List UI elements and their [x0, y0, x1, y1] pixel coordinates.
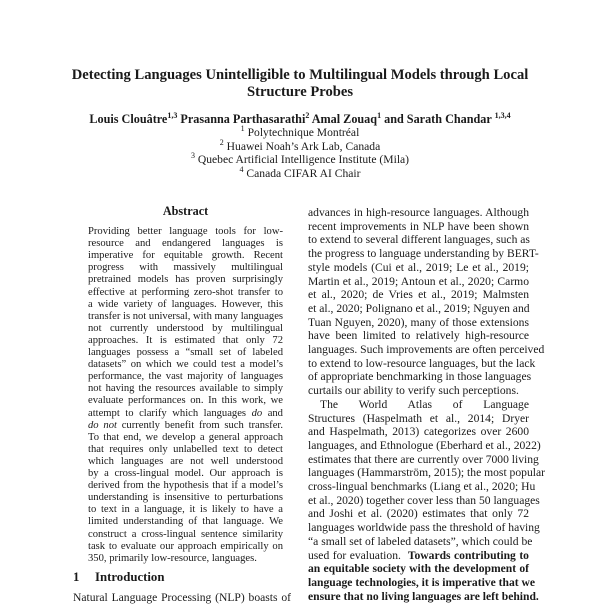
text-line: languages, and Ethnologue (Eberhard et al., 2022): [308, 438, 541, 452]
text-line: languages (Hammarström, 2015); the most popular: [308, 466, 545, 480]
text-line: task to evaluate our approach empirically on: [88, 540, 283, 552]
bold-text: Towards contributing to: [407, 548, 529, 562]
text-line: resource and endangered languages is: [88, 238, 283, 250]
text-line: recent improvements in NLP have been shown: [308, 219, 529, 233]
text-span: used for evaluation.: [308, 548, 408, 562]
text-line: Natural Language Processing (NLP) boasts of: [73, 591, 291, 604]
text-line: not having the resources available to simply: [88, 383, 283, 395]
affil-text: Polytechnique Montréal: [247, 126, 360, 139]
text-line: performance, the vast majority of languages: [88, 371, 283, 383]
text-line: The World Atlas of Language: [320, 397, 529, 411]
text-line: by a cross-lingual model. Our approach is: [88, 468, 283, 479]
text-line: transfer is not universal, with many languages: [88, 310, 284, 322]
text-line: of appropriate benchmarking in those languages: [308, 370, 532, 384]
affil-sup: 4: [239, 165, 244, 174]
author-name: Amal Zouaq: [311, 112, 378, 126]
text-line: [88, 408, 283, 420]
text-line: [308, 549, 529, 563]
text-line: and Joshi et al. (2020) estimates that only 72: [308, 507, 529, 521]
author-name: Prasanna Parthasarathi: [180, 112, 306, 126]
affil-sup: 2: [219, 138, 224, 147]
text-line: Tuan Nguyen, 2020), many of those extensions: [308, 315, 529, 329]
text-line: curtails our ability to verify such perceptions.: [308, 384, 519, 398]
text-line: estimates that there are currently over 7000 living: [308, 452, 539, 466]
affil-sup: 1: [240, 124, 245, 133]
affiliation: [0, 153, 600, 167]
text-line: derived from the hypothesis that if a model’s: [88, 480, 283, 492]
text-line: to extend to several different languages, such as: [308, 233, 530, 247]
text-line: Structures (Haspelmath et al., 2014; Dryer: [308, 411, 529, 425]
text-line: [308, 589, 539, 604]
affiliation: [0, 126, 600, 140]
text-line: To that end, we develop a general approach: [88, 431, 283, 443]
text-line: effective at performing zero-shot transfer to: [88, 286, 283, 298]
text-line: Providing better language tools for low-: [88, 226, 283, 237]
text-line: “a small set of labeled datasets”, which could be: [308, 534, 533, 548]
affil-sup: 3: [190, 151, 195, 160]
author-affil-sup: 1,3,4: [494, 111, 511, 120]
paper-title-line-1: Detecting Languages Unintelligible to Multilingual Models through Local: [71, 67, 529, 83]
italic-text: do not: [88, 419, 117, 431]
section-heading-introduction: [73, 570, 164, 585]
bold-text: ensure that no living languages are left behind.: [308, 589, 539, 603]
text-line: [308, 562, 529, 576]
italic-text: do: [251, 407, 263, 419]
abstract-heading: Abstract: [162, 204, 209, 218]
text-line: and Haspelmath, 2013) categorizes over 2600: [308, 425, 529, 439]
author-affil-sup: 1,3: [167, 111, 178, 120]
author-affil-sup: 1: [377, 111, 382, 120]
author-affil-sup: 2: [305, 111, 310, 120]
text-line: progress with massively multilingual: [88, 262, 283, 274]
author-list: [0, 112, 600, 126]
author-name: and Sarath Chandar: [384, 112, 492, 126]
text-line: approaches. It is estimated that only 72: [88, 334, 283, 346]
text-line: imperative for equitable growth. Recent: [88, 250, 283, 262]
affil-text: Huawei Noah’s Ark Lab, Canada: [226, 140, 381, 153]
text-line: to extend to low-resource languages, but the lack: [308, 356, 536, 370]
text-line: 350, primarily low-resource, languages.: [88, 552, 257, 564]
text-span: currently benefit from such transfer.: [116, 419, 283, 431]
bold-text: language technologies, it is imperative that we: [308, 575, 536, 589]
text-line: the progress to language understanding by BERT-: [308, 247, 539, 261]
section-number: 1: [73, 570, 80, 584]
text-line: cross-lingual benchmarks (Liang et al., 2020; Hu: [308, 480, 536, 493]
text-span: attempt to clarify which languages: [88, 407, 252, 419]
text-line: et al., 2020) together cover less than 50 languages: [308, 493, 540, 507]
text-line: not currently understood by multilingual: [88, 322, 283, 334]
text-line: pretrained models has proven surprisingly: [88, 274, 283, 286]
text-line: understanding is insensitive to perturbations: [88, 492, 283, 504]
text-line: et al., 2020; de Vries et al., 2019; Malmsten: [308, 288, 529, 302]
text-line: languages worldwide pass the threshold of having: [308, 521, 540, 535]
text-line: a wide variety of languages. However, this: [88, 298, 283, 310]
text-line: which languages are not well understood: [88, 455, 283, 467]
text-line: languages possess a “small set of labeled: [88, 347, 283, 358]
paper-title-line-2: Structure Probes: [246, 84, 354, 100]
text-line: to text in a language, it is likely to have a: [88, 504, 283, 516]
text-line: et al., 2020; Polignano et al., 2019; Nguyen and: [308, 301, 530, 315]
affil-text: Canada CIFAR AI Chair: [246, 167, 361, 180]
text-line: construct a cross-lingual sentence similarity: [88, 528, 283, 540]
affil-text: Quebec Artificial Intelligence Institute (Mila): [197, 153, 410, 166]
text-line: Martin et al., 2019; Antoun et al., 2020; Carmo: [308, 274, 529, 288]
bold-text: an equitable society with the development of: [308, 562, 529, 576]
text-line: have been limited to relatively high-resource: [308, 329, 529, 343]
text-line: style models (Cui et al., 2019; Le et al., 2019;: [308, 260, 529, 274]
text-line: datasets” on which we could test a model’s: [88, 359, 283, 371]
text-line: that requires only unlabelled text to detect: [88, 443, 283, 455]
text-span: and: [262, 407, 283, 419]
text-line: advances in high-resource languages. Although: [308, 206, 529, 219]
affiliation: [0, 140, 600, 154]
text-line: limited understanding of that language. We: [88, 516, 283, 528]
text-line: evaluate performances on. In this work, we: [88, 395, 283, 407]
text-line: [308, 575, 536, 590]
author-name: Louis Clouâtre: [89, 112, 168, 126]
text-line: languages. Such improvements are often perceived: [308, 343, 545, 356]
text-line: [88, 420, 283, 432]
section-title: Introduction: [95, 570, 165, 584]
affiliation: [0, 167, 600, 181]
